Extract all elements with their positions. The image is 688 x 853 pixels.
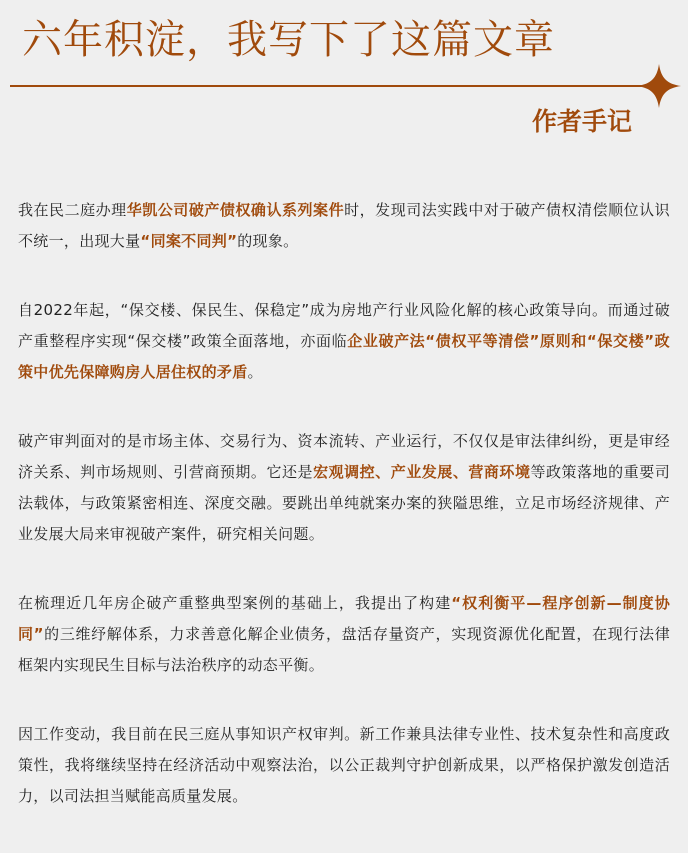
text-segment: 时，发现司法实践中对于破产债权清偿顺位认识不统一，出现大量	[18, 201, 670, 250]
paragraph-3	[18, 426, 670, 550]
paragraph-1	[18, 195, 670, 257]
highlight-text: 宏观调控、产业发展、营商环境	[313, 463, 531, 481]
text-segment: 自2022年起，“保交楼、保民生、保稳定”成为房地产行业风险化解的核心政策导向。而通过破产重整程序实现“保交楼”政策全面落地，亦面临	[18, 301, 670, 350]
text-segment: 因工作变动，我目前在民三庭从事知识产权审判。新工作兼具法律专业性、技术复杂性和高度政策性，我将继续坚持在经济活动中观察法治，以公正裁判守护创新成果，以严格保护激发创造活力，以司法担当赋能高质量发展。	[18, 725, 670, 805]
article-header	[0, 0, 688, 160]
highlight-text: 华凯公司破产债权确认系列案件	[126, 201, 345, 219]
text-segment: 的三维纾解体系，力求善意化解企业债务，盘活存量资产，实现资源优化配置，在现行法律框架内实现民生目标与法治秩序的动态平衡。	[18, 625, 670, 674]
text-segment: 我在民二庭办理	[18, 201, 127, 219]
paragraph-4	[18, 588, 670, 681]
highlight-text: 企业破产法“债权平等清偿”原则和“保交楼”政策中优先保障购房人居住权的矛盾	[18, 332, 670, 381]
text-segment: 等政策落地的重要司法载体，与政策紧密相连、深度交融。要跳出单纯就案办案的狭隘思维，立足市场经济规律、产业发展大局来审视破产案件，研究相关问题。	[18, 463, 671, 543]
section-subtitle: 作者手记	[531, 107, 632, 136]
text-segment: 。	[247, 363, 263, 381]
paragraph-5	[18, 719, 670, 812]
text-segment: 在梳理近几年房企破产重整典型案例的基础上，我提出了构建	[18, 594, 452, 612]
text-segment: 的现象。	[237, 232, 299, 250]
paragraph-2	[18, 295, 670, 388]
title-divider	[10, 85, 648, 87]
highlight-text: “同案不同判”	[140, 232, 238, 250]
text-segment: 破产审判面对的是市场主体、交易行为、资本流转、产业运行，不仅仅是审法律纠纷，更是审经济关系、判市场规则、引营商预期。它还是	[18, 432, 670, 481]
page-title: 六年积淀，我写下了这篇文章	[22, 17, 555, 63]
highlight-text: “权利衡平—程序创新—制度协同”	[18, 594, 671, 643]
four-point-star-icon	[637, 64, 681, 108]
article-body	[18, 195, 670, 850]
